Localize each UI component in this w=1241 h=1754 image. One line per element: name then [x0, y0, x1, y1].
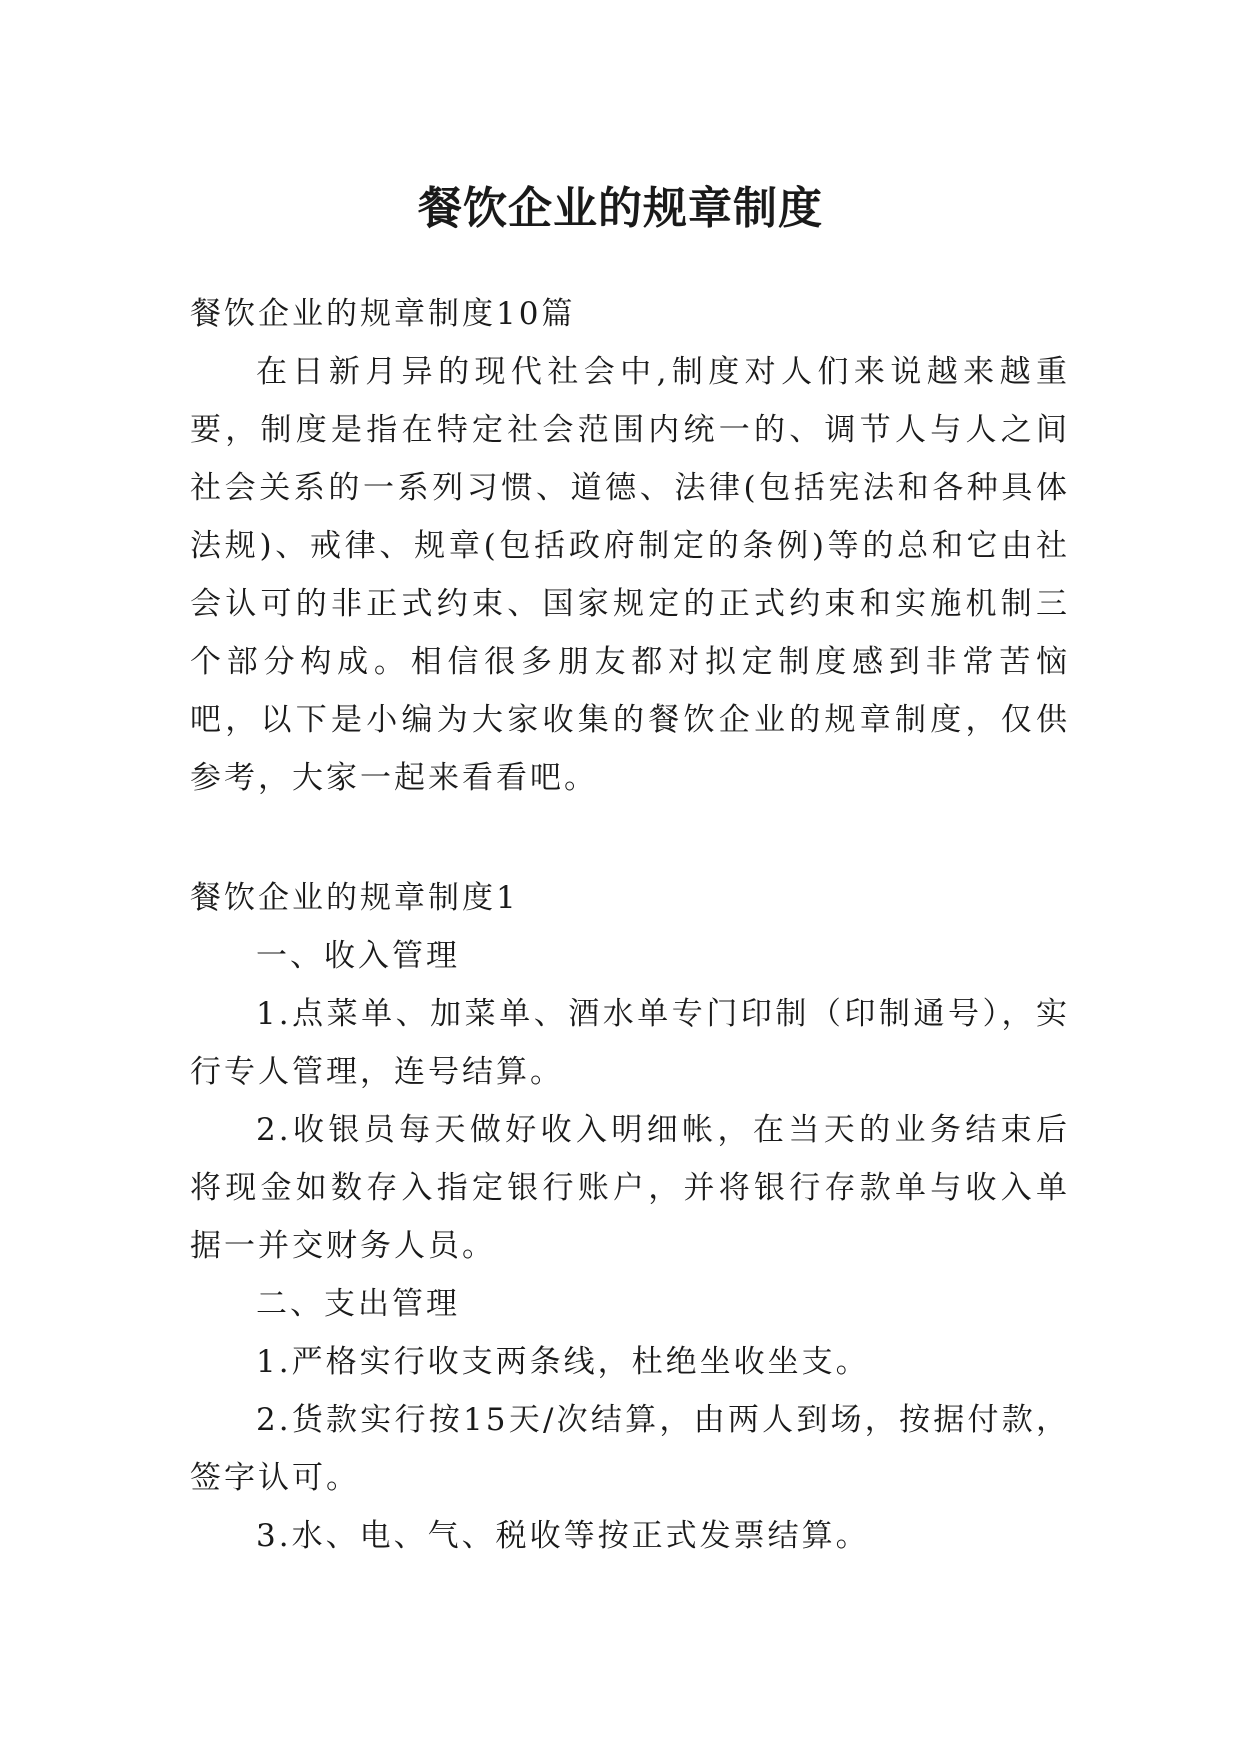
- section-heading: 餐饮企业的规章制度1: [190, 880, 519, 916]
- paragraph-expense-1: 1.严格实行收支两条线，杜绝坐收坐支。: [256, 1344, 870, 1380]
- paragraph-income-1: 1.点菜单、加菜单、酒水单专门印制（印制通号），实行专人管理，连号结算。: [190, 996, 1070, 1090]
- document-body: [190, 285, 1070, 1565]
- paragraph-income-2: 2.收银员每天做好收入明细帐，在当天的业务结束后将现金如数存入指定银行账户，并将银行存款单与收入单据一并交财务人员。: [190, 1112, 1070, 1264]
- subsection-heading-income: 一、收入管理: [256, 938, 460, 974]
- paragraph-expense-2: 2.货款实行按15天/次结算，由两人到场，按据付款，签字认可。: [190, 1402, 1070, 1496]
- document-subtitle: 餐饮企业的规章制度10篇: [190, 296, 576, 332]
- document-title: 餐饮企业的规章制度: [418, 183, 823, 235]
- paragraph-expense-3: 3.水、电、气、税收等按正式发票结算。: [256, 1518, 870, 1554]
- subsection-heading-expense: 二、支出管理: [256, 1286, 460, 1322]
- intro-paragraph: 在日新月异的现代社会中,制度对人们来说越来越重要，制度是指在特定社会范围内统一的、调节人与人之间社会关系的一系列习惯、道德、法律(包括宪法和各种具体法规)、戒律、规章(包括政府制定的条例)等的总和它由社会认可的非正式约束、国家规定的正式约束和实施机制三个部分构成。相信很多朋友都对拟定制度感到非常苦恼吧，以下是小编为大家收集的餐饮企业的规章制度，仅供参考，大家一起来看看吧。: [190, 354, 1070, 796]
